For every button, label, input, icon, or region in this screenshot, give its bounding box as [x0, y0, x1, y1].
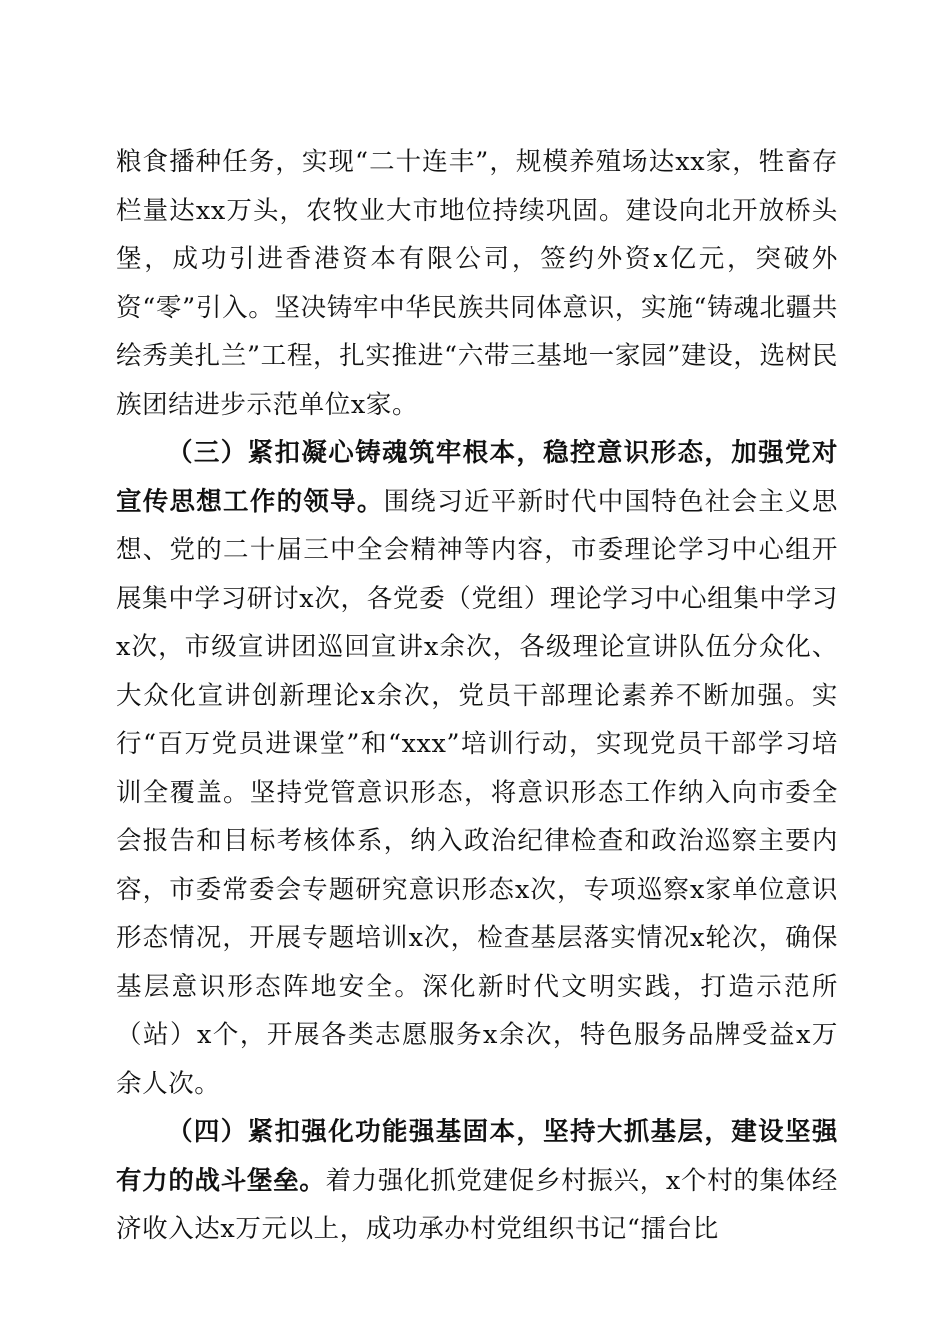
paragraph-section-3 [116, 429, 838, 1108]
paragraph-continuation-text: 粮食播种任务，实现“二十连丰”，规模养殖场达xx家，牲畜存栏量达xx万头，农牧业大市地位持续巩固。建设向北开放桥头堡，成功引进香港资本有限公司，签约外资x亿元，突破外资“零”引入。坚决铸牢中华民族共同体意识，实施“铸魂北疆共绘秀美扎兰”工程，扎实推进“六带三基地一家园”建设，选树民族团结进步示范单位x家。 [116, 147, 838, 420]
paragraph-section-4 [116, 1108, 838, 1254]
document-body [116, 138, 838, 1254]
section-3-heading: （三）紧扣凝心铸魂筑牢根本，稳控意识形态，加强党对宣传思想工作的领导。 [116, 438, 838, 517]
section-3-body: 围绕习近平新时代中国特色社会主义思想、党的二十届三中全会精神等内容，市委理论学习中心组开展集中学习研讨x次，各党委（党组）理论学习中心组集中学习x次，市级宣讲团巡回宣讲x余次，各级理论宣讲队伍分众化、大众化宣讲创新理论x余次，党员干部理论素养不断加强。实行“百万党员进课堂”和“xxx”培训行动，实现党员干部学习培训全覆盖。坚持党管意识形态，将意识形态工作纳入向市委全会报告和目标考核体系，纳入政治纪律检查和政治巡察主要内容，市委常委会专题研究意识形态x次，专项巡察x家单位意识形态情况，开展专题培训x次，检查基层落实情况x轮次，确保基层意识形态阵地安全。深化新时代文明实践，打造示范所（站）x个，开展各类志愿服务x余次，特色服务品牌受益x万余人次。 [116, 486, 838, 1099]
section-4-body: 着力强化抓党建促乡村振兴，x个村的集体经济收入达x万元以上，成功承办村党组织书记“擂台比 [116, 1165, 838, 1244]
section-4-heading: （四）紧扣强化功能强基固本，坚持大抓基层，建设坚强有力的战斗堡垒。 [116, 1117, 838, 1196]
paragraph-continuation [116, 138, 838, 429]
